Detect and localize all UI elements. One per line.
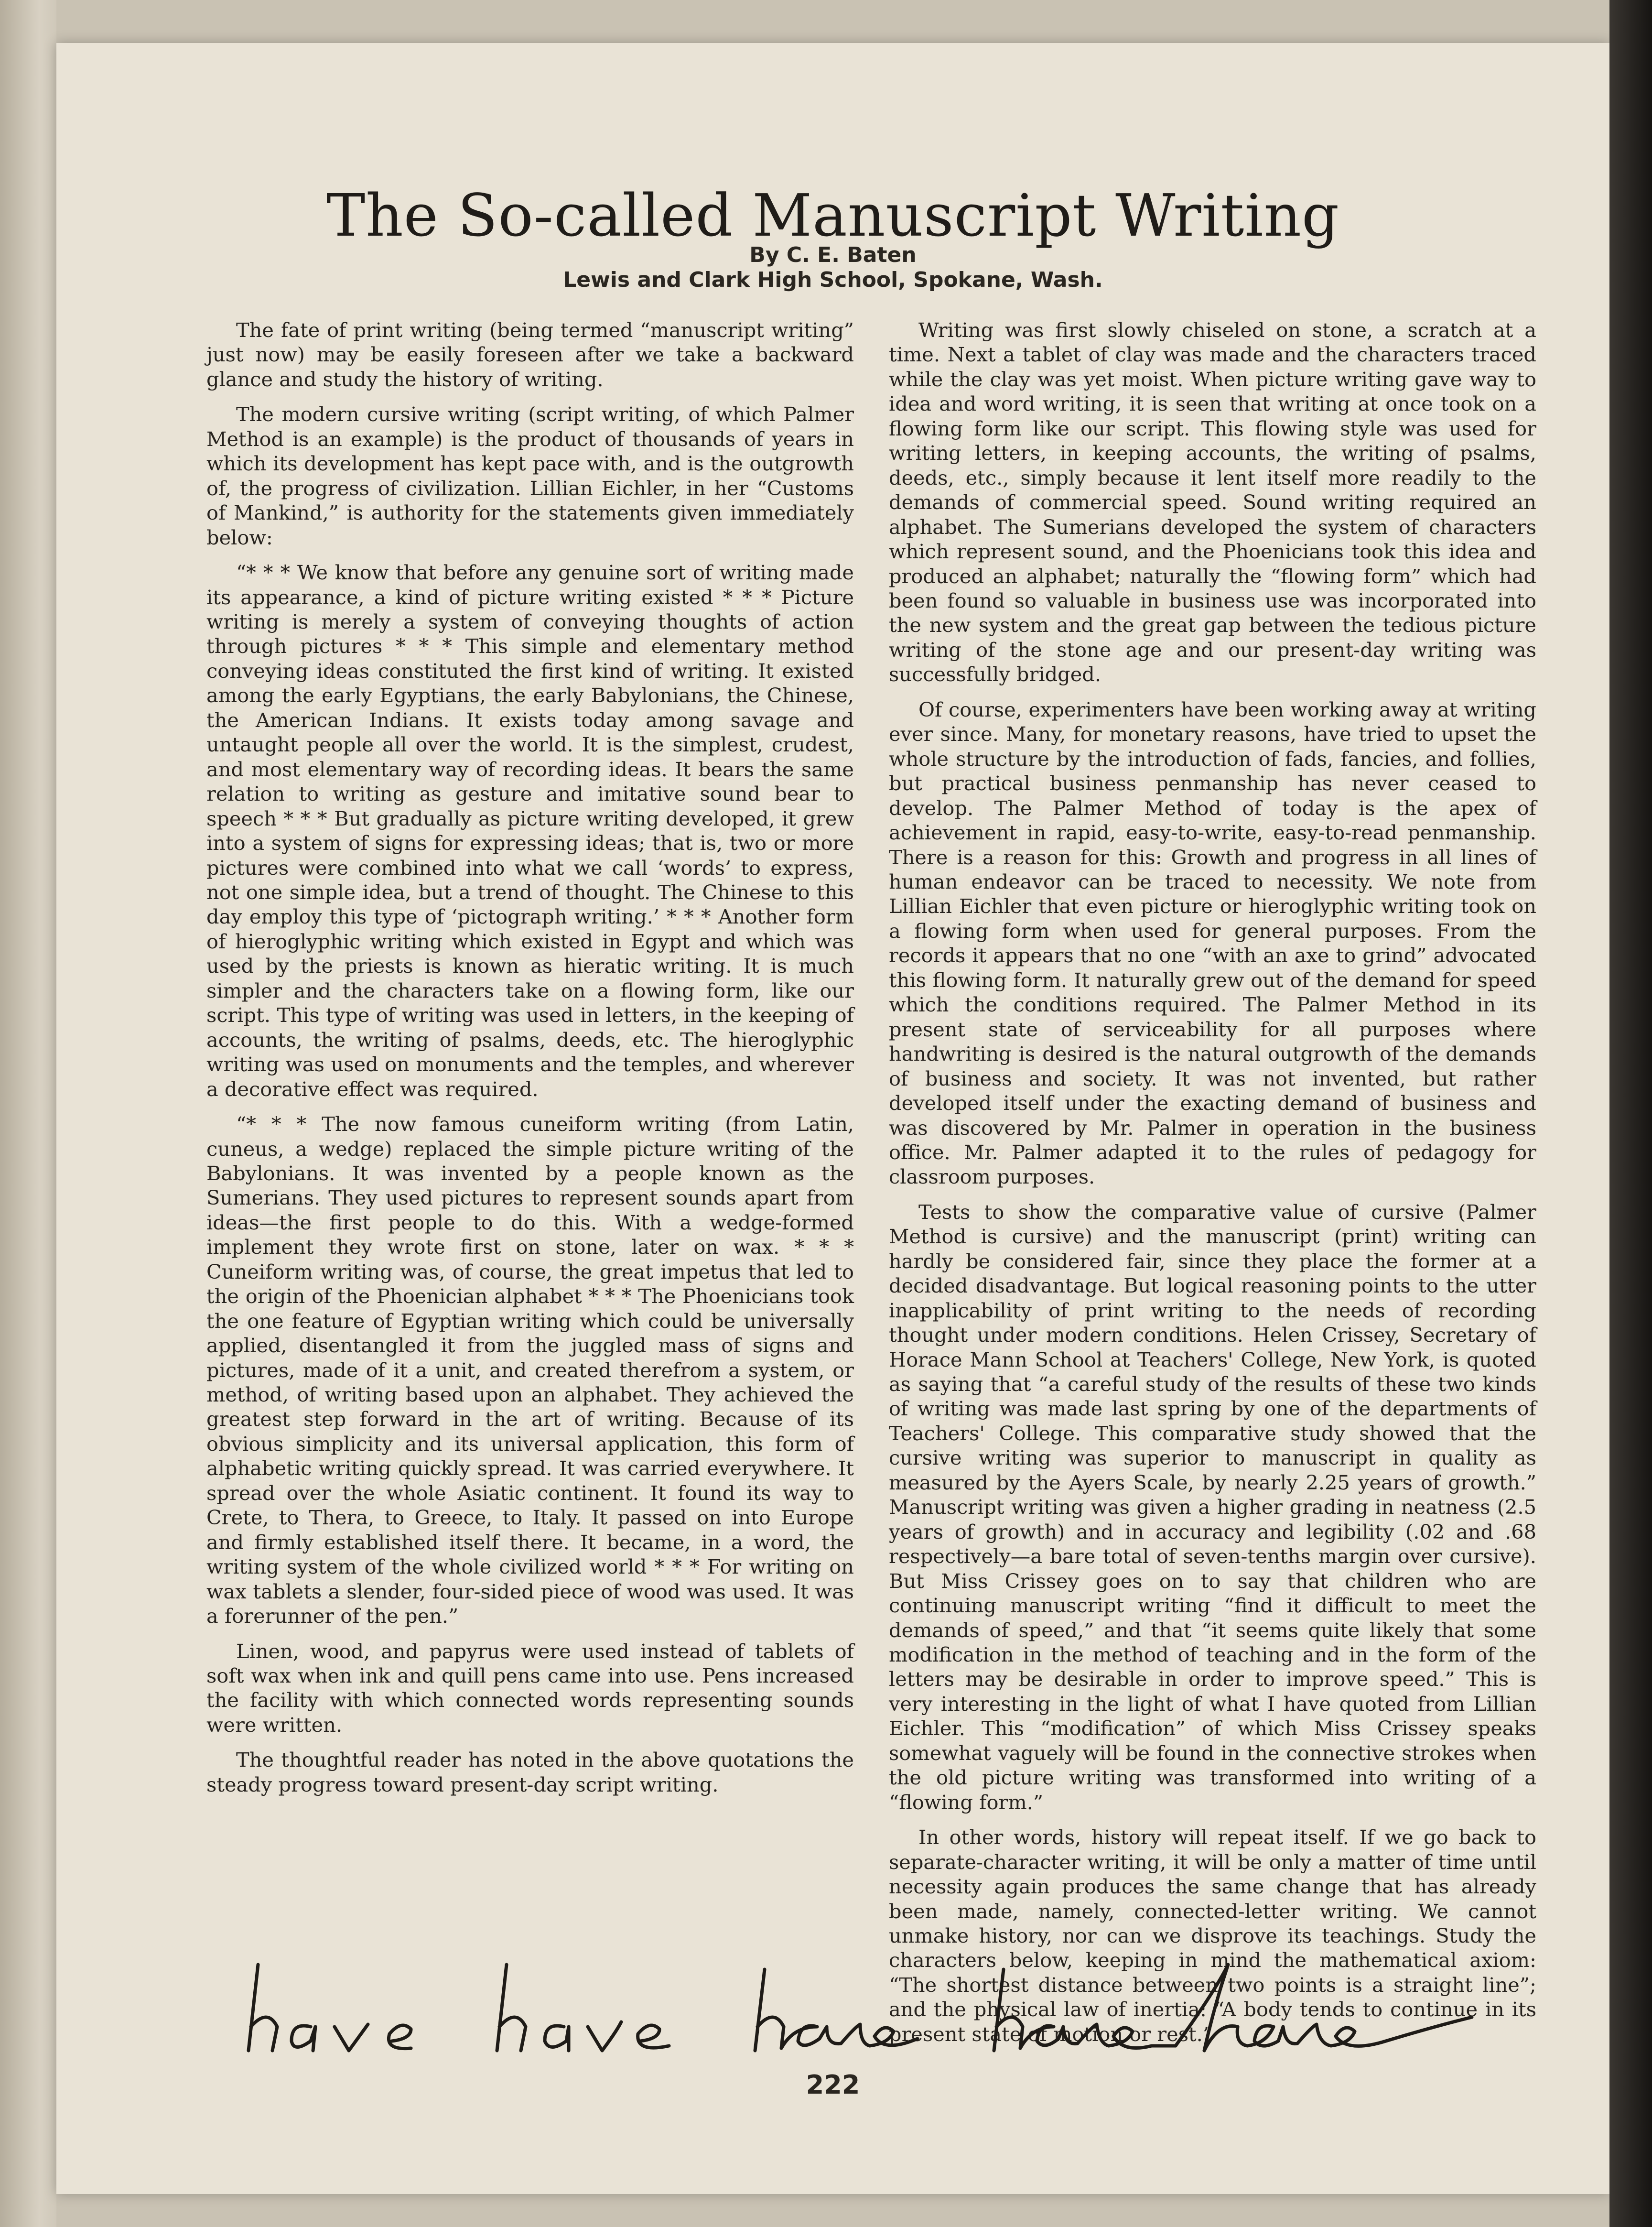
handwriting-sample-1 [248, 1965, 411, 2051]
article-title: The So-called Manuscript Writing [326, 182, 1340, 250]
paragraph: The modern cursive writing (script writing, of which Palmer Method is an example) is the product of thousands of years in which its development has kept pace with, and is the outgrowth of, the progress of civilization. Lillian Eichler, in her “Customs of Mankind,” is authority for the statements given immediately below: [206, 402, 854, 549]
paragraph: “* * * The now famous cuneiform writing (from Latin, cuneus, a wedge) replaced the simple picture writing of the Babylonians. It was invented by a people known as the Sumerians. They used pictures to represent sounds apart from ideas—the first people to do this. With a wedge-formed implement they wrote first on stone, later on wax. * * * Cuneiform writing was, of course, the great impetus that led to the origin of the Phoenician alphabet * * * The Phoenicians took the one feature of Egyptian writing which could be universally applied, disentangled it from the juggled mass of signs and pictures, made of it a unit, and created therefrom a system, or method, of writing based upon an alphabet. They achieved the greatest step forward in the art of writing. Because of its obvious simplicity and its universal application, this form of alphabetic writing quickly spread. It was carried everywhere. It spread over the whole Asiatic continent. It found its way to Crete, to Thera, to Greece, to Italy. It passed on into Europe and firmly established itself there. It became, in a word, the writing system of the whole civilized world * * * For writing on wax tablets a slender, four-sided piece of wood was used. It was a forerunner of the pen.” [206, 1112, 854, 1628]
right-column [889, 318, 1536, 2046]
handwriting-sample-3 [755, 1969, 918, 2051]
scan-dark-edge [1609, 0, 1652, 2227]
handwriting-sample-2 [497, 1965, 669, 2051]
handwriting-sample-5 [1176, 1965, 1472, 2051]
article-affiliation: Lewis and Clark High School, Spokane, Wash. [563, 268, 1103, 292]
paragraph: The thoughtful reader has noted in the above quotations the steady progress toward present-day script writing. [206, 1748, 854, 1796]
paragraph: Of course, experimenters have been working away at writing ever since. Many, for monetary reasons, have tried to upset the whole structure by the introduction of fads, fancies, and follies, but practical business penmanship has never ceased to develop. The Palmer Method of today is the apex of achievement in rapid, easy-to-write, easy-to-read penmanship. There is a reason for this: Growth and progress in all lines of human endeavor can be traced to necessity. We note from Lillian Eichler that even picture or hieroglyphic writing took on a flowing form when used for general purposes. From the records it appears that no one “with an axe to grind” advocated this flowing form. It naturally grew out of the demand for speed which the conditions required. The Palmer Method in its present state of serviceability for all purposes where handwriting is desired is the natural outgrowth of the demands of business and society. It was not invented, but rather developed itself under the exacting demand of business and was discovered by Mr. Palmer in operation in the business office. Mr. Palmer adapted it to the rules of pedagogy for classroom purposes. [889, 697, 1536, 1189]
page-number: 222 [806, 2070, 860, 2100]
book-binding-edge [0, 0, 56, 2227]
left-column [206, 318, 854, 1938]
handwriting-samples [239, 1955, 1553, 2065]
paragraph: The fate of print writing (being termed “manuscript writing” just now) may be easily foreseen after we take a backward glance and study the history of writing. [206, 318, 854, 391]
paragraph: Linen, wood, and papyrus were used instead of tablets of soft wax when ink and quill pens came into use. Pens increased the facility with which connected words representing sounds were written. [206, 1639, 854, 1737]
article-byline: By C. E. Baten [749, 243, 917, 267]
paragraph: Tests to show the comparative value of cursive (Palmer Method is cursive) and the manuscript (print) writing can hardly be considered fair, since they place the former at a decided disadvantage. But logical reasoning points to the utter inapplicability of print writing to the needs of recording thought under modern conditions. Helen Crissey, Secretary of Horace Mann School at Teachers' College, New York, is quoted as saying that “a careful study of the results of these two kinds of writing was made last spring by one of the departments of Teachers' College. This comparative study showed that the cursive writing was superior to manuscript in quality as measured by the Ayers Scale, by nearly 2.25 years of growth.” Manuscript writing was given a higher grading in neatness (2.5 years of growth) and in accuracy and legibility (.02 and .68 respectively—a bare total of seven-tenths margin over cursive). But Miss Crissey goes on to say that children who are continuing manuscript writing “find it difficult to meet the demands of speed,” and that “it seems quite likely that some modification in the method of teaching and in the form of the letters may be desirable in order to improve speed.” This is very interesting in the light of what I have quoted from Lillian Eichler. This “modification” of which Miss Crissey speaks somewhat vaguely will be found in the connective strokes when the old picture writing was transformed into writing of a “flowing form.” [889, 1200, 1536, 1814]
handwriting-sample-4 [994, 1969, 1176, 2051]
paragraph: In other words, history will repeat itself. If we go back to separate-character writing, it will be only a matter of time until necessity again produces the same change that has already been made, namely, connected-letter writing. We cannot unmake history, nor can we disprove its teachings. Study the characters below, keeping in mind the mathematical axiom: “The shortest distance between two points is a straight line”; and the physical law of inertia: “A body tends to continue in its present state of motion or rest.” [889, 1825, 1536, 2046]
paragraph: “* * * We know that before any genuine sort of writing made its appearance, a kind of picture writing existed * * * Picture writing is merely a system of conveying thoughts of action through pictures * * * This simple and elementary method conveying ideas constituted the first kind of writing. It existed among the early Egyptians, the early Babylonians, the Chinese, the American Indians. It exists today among savage and untaught people all over the world. It is the simplest, crudest, and most elementary way of recording ideas. It bears the same relation to writing as gesture and imitative sound bear to speech * * * But gradually as picture writing developed, it grew into a system of signs for expressing ideas; that is, two or more pictures were combined into what we call ‘words’ to express, not one simple idea, but a trend of thought. The Chinese to this day employ this type of ‘pictograph writing.’ * * * Another form of hieroglyphic writing which existed in Egypt and which was used by the priests is known as hieratic writing. It is much simpler and the characters take on a flowing form, like our script. This type of writing was used in letters, in the keeping of accounts, the writing of psalms, deeds, etc. The hieroglyphic writing was used on monuments and the temples, and wherever a decorative effect was required. [206, 561, 854, 1101]
paragraph: Writing was first slowly chiseled on stone, a scratch at a time. Next a tablet of clay was made and the characters traced while the clay was yet moist. When picture writing gave way to idea and word writing, it is seen that writing at once took on a flowing form like our script. This flowing style was used for writing letters, in keeping accounts, the writing of psalms, deeds, etc., simply because it lent itself more readily to the demands of commercial speed. Sound writing required an alphabet. The Sumerians developed the system of characters which represent sound, and the Phoenicians took this idea and produced an alphabet; naturally the “flowing form” which had been found so valuable in business use was incorporated into the new system and the great gap between the tedious picture writing of the stone age and our present-day writing was successfully bridged. [889, 318, 1536, 686]
